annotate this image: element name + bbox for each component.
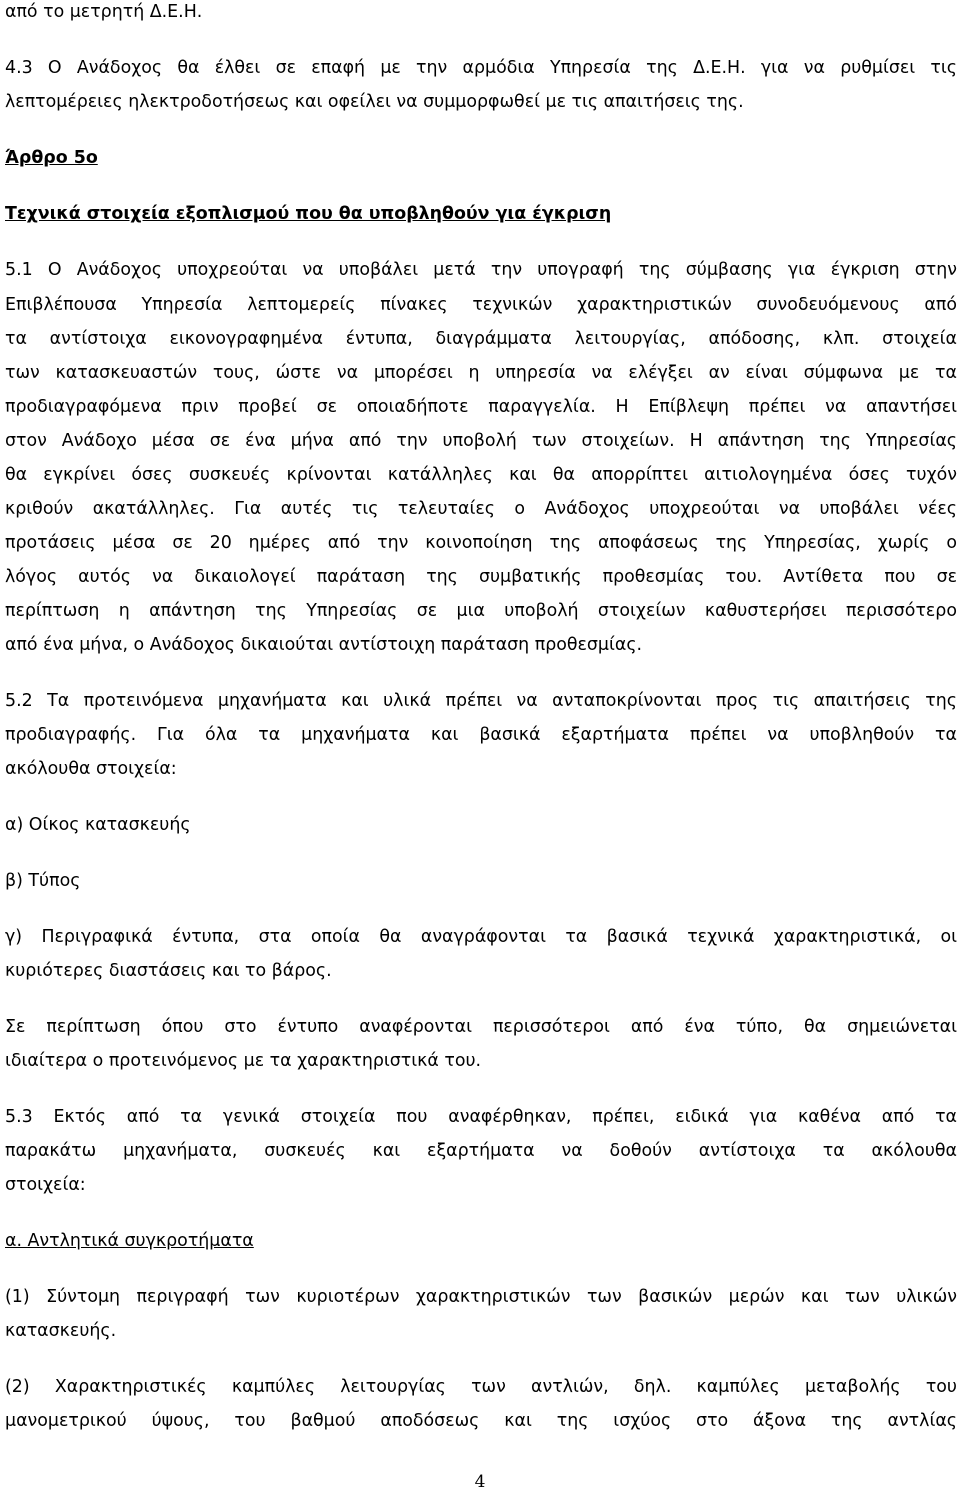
paragraph-5-1-line: λόγος αυτός να δικαιολογεί παράταση της συμβατικής προθεσμίας του. Αντίθετα που σε	[5, 567, 957, 587]
paragraph-5-1-line: προτάσεις μέσα σε 20 ημέρες από την κοινοποίηση της αποφάσεως της Υπηρεσίας, χωρίς ο	[5, 533, 957, 553]
paragraph-5-1-line: Επιβλέπουσα Υπηρεσία λεπτομερείς πίνακες τεχνικών χαρακτηριστικών συνοδευόμενους από	[5, 295, 957, 315]
paragraph-5-2-line: ακόλουθα στοιχεία:	[5, 759, 177, 779]
paragraph-5-1-line: των κατασκευαστών τους, ώστε να μπορέσει η υπηρεσία να ελέγξει αν είναι σύμφωνα με τα	[5, 363, 957, 383]
article-subheading: Τεχνικά στοιχεία εξοπλισμού που θα υποβληθούν για έγκριση	[5, 204, 612, 224]
paragraph-5-1-line: 5.1 Ο Ανάδοχος υποχρεούται να υποβάλει μετά την υπογραφή της σύμβασης για έγκριση στην	[5, 260, 957, 280]
paragraph-5-2-line: 5.2 Τα προτεινόμενα μηχανήματα και υλικά πρέπει να ανταποκρίνονται προς τις απαιτήσεις της	[5, 691, 957, 711]
paragraph-5-1-line: περίπτωση η απάντηση της Υπηρεσίας σε μια υποβολή στοιχείων καθυστερήσει περισσότερο	[5, 601, 957, 621]
paragraph-5-2-line: προδιαγραφής. Για όλα τα μηχανήματα και βασικά εξαρτήματα πρέπει να υποβληθούν τα	[5, 725, 957, 745]
list-item-continuation: κυριότερες διαστάσεις και το βάρος.	[5, 961, 332, 981]
article-heading: Άρθρο 5ο	[5, 148, 98, 168]
paragraph-line: Σε περίπτωση όπου στο έντυπο αναφέρονται περισσότεροι από ένα τύπο, θα σημειώνεται	[5, 1017, 957, 1037]
list-item: γ) Περιγραφικά έντυπα, στα οποία θα αναγράφονται τα βασικά τεχνικά χαρακτηριστικά, οι	[5, 927, 957, 947]
paragraph-line: ιδιαίτερα ο προτεινόμενος με τα χαρακτηριστικά του.	[5, 1051, 482, 1071]
paragraph-5-3-line: παρακάτω μηχανήματα, συσκευές και εξαρτήματα να δοθούν αντίστοιχα τα ακόλουθα	[5, 1141, 957, 1161]
paragraph-5-3-line: στοιχεία:	[5, 1175, 86, 1195]
list-item: β) Τύπος	[5, 871, 81, 891]
numbered-item: (1) Σύντομη περιγραφή των κυριοτέρων χαρακτηριστικών των βασικών μερών και των υλικών	[5, 1287, 957, 1307]
text-line: από το μετρητή Δ.Ε.Η.	[5, 2, 203, 22]
numbered-item-continuation: κατασκευής.	[5, 1321, 117, 1341]
section-heading: α. Αντλητικά συγκροτήματα	[5, 1231, 254, 1251]
paragraph-5-1-line: τα αντίστοιχα εικονογραφημένα έντυπα, διαγράμματα λειτουργίας, απόδοσης, κλπ. στοιχεία	[5, 329, 957, 349]
numbered-item: (2) Χαρακτηριστικές καμπύλες λειτουργίας των αντλιών, δηλ. καμπύλες μεταβολής του	[5, 1377, 957, 1397]
paragraph-5-1-line: από ένα μήνα, ο Ανάδοχος δικαιούται αντίστοιχη παράταση προθεσμίας.	[5, 635, 643, 655]
paragraph-5-3-line: 5.3 Εκτός από τα γενικά στοιχεία που αναφέρθηκαν, πρέπει, ειδικά για καθένα από τα	[5, 1107, 957, 1127]
paragraph-5-1-line: θα εγκρίνει όσες συσκευές κρίνονται κατάλληλες και θα απορρίπτει αιτιολογημένα όσες τυχόν	[5, 465, 957, 485]
paragraph-4-3-line: 4.3 Ο Ανάδοχος θα έλθει σε επαφή με την αρμόδια Υπηρεσία της Δ.Ε.Η. για να ρυθμίσει τις	[5, 58, 957, 78]
paragraph-4-3-line: λεπτομέρειες ηλεκτροδοτήσεως και οφείλει να συμμορφωθεί με τις απαιτήσεις της.	[5, 92, 744, 112]
paragraph-5-1-line: κριθούν ακατάλληλες. Για αυτές τις τελευταίες ο Ανάδοχος υποχρεούται να υποβάλει νέες	[5, 499, 957, 519]
page-number: 4	[474, 1472, 486, 1492]
list-item: α) Οίκος κατασκευής	[5, 815, 191, 835]
numbered-item-continuation: μανομετρικού ύψους, του βαθμού αποδόσεως και της ισχύος στο άξονα της αντλίας	[5, 1411, 957, 1431]
paragraph-5-1-line: στον Ανάδοχο μέσα σε ένα μήνα από την υποβολή των στοιχείων. Η απάντηση της Υπηρεσίας	[5, 431, 957, 451]
paragraph-5-1-line: προδιαγραφόμενα πριν προβεί σε οποιαδήποτε παραγγελία. Η Επίβλεψη πρέπει να απαντήσει	[5, 397, 957, 417]
